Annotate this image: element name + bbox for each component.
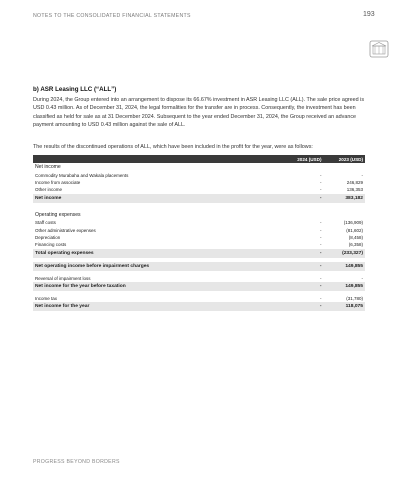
value-2023: (136,909)	[343, 220, 363, 226]
row-label: Net income for the year before taxation	[35, 283, 126, 289]
row-label: Income from associate	[35, 179, 81, 185]
page-footer: PROGRESS BEYOND BORDERS	[33, 459, 120, 465]
row-label: Other income	[35, 187, 63, 193]
value-2024: -	[319, 250, 322, 256]
value-2024: -	[319, 275, 322, 281]
running-header: NOTES TO THE CONSOLIDATED FINANCIAL STATEMENTS	[33, 13, 191, 19]
table-row	[33, 186, 365, 193]
row-label: Operating expenses	[35, 211, 81, 218]
row-label: Financing costs	[35, 242, 67, 248]
row-label: Depreciation	[35, 234, 61, 240]
value-2024: -	[319, 242, 322, 248]
table-header-row	[33, 155, 365, 163]
table-total-row	[33, 249, 365, 258]
value-2024: -	[319, 220, 322, 226]
table-section-heading	[33, 211, 365, 219]
value-2024: -	[319, 187, 322, 193]
table-intro: The results of the discontinued operations of ALL, which have been included in the profit for the year, were as follows:	[33, 144, 313, 150]
value-2023: -	[361, 172, 363, 178]
value-2024: -	[319, 263, 322, 269]
row-label: Other administrative expenses	[35, 227, 96, 233]
discontinued-operations-table	[33, 155, 365, 311]
value-2023: 149,855	[345, 263, 363, 269]
table-row	[33, 234, 365, 241]
value-2023: (31,780)	[346, 296, 363, 302]
value-2023: (8,458)	[348, 234, 363, 240]
table-row	[33, 295, 365, 302]
value-2023: 246,829	[346, 179, 363, 185]
column-header-2023: 2023 (USD)	[338, 156, 363, 162]
row-label: Net income	[35, 164, 61, 171]
value-2023: 383,182	[345, 195, 363, 201]
value-2024: -	[319, 227, 322, 233]
value-2024: -	[319, 296, 322, 302]
value-2024: -	[319, 195, 322, 201]
table-body	[33, 163, 365, 311]
row-label: Commodity Murabaha and Wakala placements	[35, 172, 129, 178]
table-row	[33, 171, 365, 178]
section-title: b) ASR Leasing LLC (“ALL”)	[33, 86, 117, 93]
row-label: Staff costs	[35, 220, 56, 226]
table-total-row	[33, 262, 365, 271]
corporate-emblem-icon	[369, 40, 389, 58]
value-2024: -	[319, 234, 322, 240]
value-2023: 118,075	[345, 304, 363, 310]
row-label: Income tax	[35, 296, 58, 302]
table-row	[33, 219, 365, 226]
table-row	[33, 179, 365, 186]
table-row	[33, 226, 365, 233]
table-row	[33, 241, 365, 248]
page-number: 193	[363, 11, 375, 18]
row-label: Net operating income before impairment charges	[35, 263, 150, 269]
value-2023: 149,855	[345, 283, 363, 289]
table-section-heading	[33, 163, 365, 171]
section-paragraph: During 2024, the Group entered into an arrangement to dispose its 66.67% investment in ASR Leasing LLC (ALL). The sale price agreed is USD 0.43 million. As of December 31, 2024, the legal formalities for the transfer are in process. Consequently, the investment has been classified as held for sale as at 31 December 2024. Subsequent to the year ended December 31, 2024, the Group received an advance payment amounting to USD 0.43 million against the sale of ALL.	[33, 97, 365, 129]
column-header-2024: 2024 (USD)	[297, 156, 322, 162]
value-2024: -	[319, 304, 322, 310]
table-row	[33, 275, 365, 282]
value-2023: (233,327)	[342, 250, 363, 256]
value-2024: -	[319, 283, 322, 289]
value-2024: -	[319, 172, 322, 178]
value-2023: 136,353	[346, 187, 363, 193]
value-2023: -	[361, 275, 363, 281]
row-label: Net income	[35, 195, 62, 201]
value-2024: -	[319, 179, 322, 185]
table-total-row	[33, 194, 365, 203]
table-total-row	[33, 282, 365, 291]
value-2023: (6,358)	[348, 242, 363, 248]
row-label: Net income for the year	[35, 304, 90, 310]
table-total-row	[33, 302, 365, 311]
row-label: Reversal of impairment loss	[35, 275, 91, 281]
row-label: Total operating expenses	[35, 250, 94, 256]
value-2023: (81,602)	[346, 227, 363, 233]
